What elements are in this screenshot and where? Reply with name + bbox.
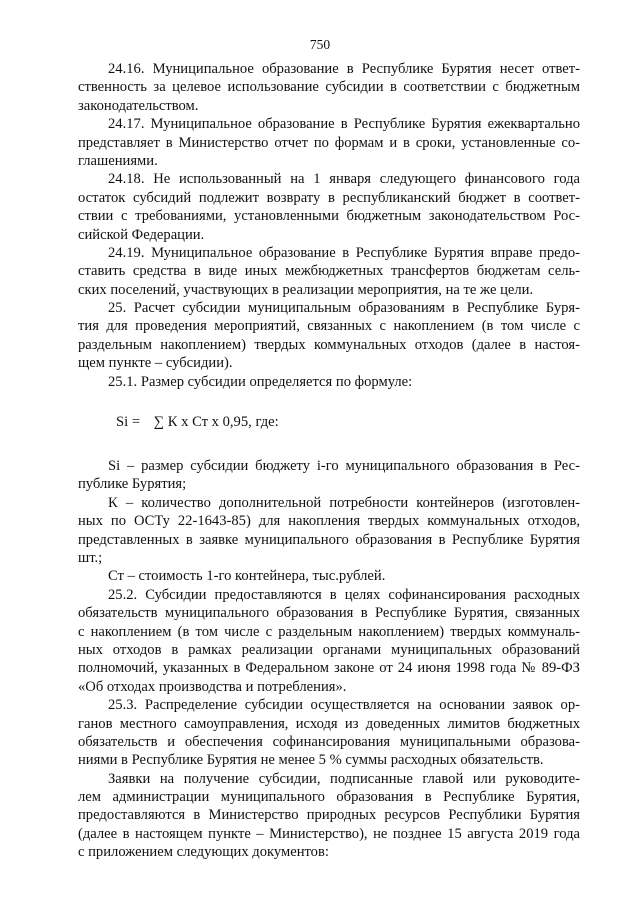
text-line: Заявки на получение субсидии, подписанные главой или руководите- [108, 770, 580, 787]
text-line: раздельным накоплением) твердых коммунальных отходов (далее в настоя- [78, 336, 580, 353]
text-line: щем пункте – субсидии). [78, 355, 233, 372]
text-line: ганов местного самоуправления, исходя из доведенных лимитов бюджетных [78, 715, 580, 732]
text-line: Si – размер субсидии бюджету i-го муниципального образования в Рес- [108, 458, 580, 475]
text-line: ственность за целевое использование субсидии в соответствии с бюджетным [78, 79, 580, 96]
text-line: представленных в заявке муниципального образования в Республике Бурятия [78, 531, 580, 548]
text-line: публике Бурятия; [78, 476, 187, 493]
text-line: сийской Федерации. [78, 226, 205, 243]
text-line: обязательств муниципального образования в Республике Бурятия, связанных [78, 605, 580, 622]
formula-lhs: Si = [116, 414, 141, 431]
text-block-definitions-and-25-2-25-3 [78, 457, 580, 862]
text-line: 24.16. Муниципальное образование в Республике Бурятия несет ответ- [108, 61, 580, 77]
text-line: ных по ОСТу 22-1643-85) для накопления твердых коммунальных отходов, [78, 513, 580, 530]
text-line: 25.2. Субсидии предоставляются в целях софинансирования расходных [108, 586, 580, 603]
text-line: ских поселений, участвующих в реализации мероприятия, на те же цели. [78, 281, 534, 298]
text-line: 25.3. Распределение субсидии осуществляется на основании заявок ор- [108, 697, 580, 714]
text-line: ставить средства в виде иных межбюджетных трансфертов бюджетам сель- [78, 263, 580, 280]
text-line: ных отходов в рамках реализации органами муниципальных образований [78, 641, 580, 658]
text-line: обязательств и обеспечения софинансирования муниципальными образова- [78, 733, 580, 750]
text-line: лем администрации муниципального образования в Республике Бурятия, [78, 789, 580, 806]
text-line: тия для проведения мероприятий, связанных с накоплением (в том числе с [78, 318, 580, 335]
formula-rhs: ∑ К х Ст х 0,95, где: [153, 414, 279, 431]
text-line: с приложением следующих документов: [78, 844, 329, 861]
text-line: К – количество дополнительной потребности контейнеров (изготовлен- [108, 494, 580, 511]
text-line: 25.1. Размер субсидии определяется по формуле: [108, 373, 413, 390]
page-number: 750 [309, 37, 331, 52]
text-block-items-24-16-to-25-1 [78, 60, 580, 391]
text-line: шт.; [78, 549, 103, 566]
text-line: 24.17. Муниципальное образование в Республике Бурятия ежеквартально [108, 116, 580, 133]
text-line: 24.18. Не использованный на 1 января следующего финансового года [108, 171, 580, 188]
text-line: законодательством. [78, 97, 199, 114]
document-body [78, 60, 580, 862]
text-line: 25. Расчет субсидии муниципальным образованиям в Республике Буря- [108, 300, 580, 317]
formula [78, 407, 580, 437]
text-line: ствии с требованиями, установленными бюджетным законодательством Рос- [78, 208, 580, 225]
text-line: полномочий, указанных в Федеральном законе от 24 июня 1998 года № 89-ФЗ [78, 660, 580, 677]
text-line: Ст – стоимость 1-го контейнера, тыс.рублей. [108, 568, 386, 585]
text-line: глашениями. [78, 152, 158, 169]
text-line: ниями в Республике Бурятия не менее 5 % суммы расходных обязательств. [78, 752, 544, 769]
text-line: (далее в настоящем пункте – Министерство), не позднее 15 августа 2019 года [78, 825, 580, 842]
text-line: предоставляются в Министерство природных ресурсов Республики Бурятия [78, 807, 580, 824]
text-line: 24.19. Муниципальное образование в Республике Бурятия вправе предо- [108, 244, 580, 261]
text-line: представляет в Министерство отчет по формам и в сроки, установленные со- [78, 134, 580, 151]
text-line: «Об отходах производства и потребления». [78, 678, 347, 695]
text-line: остаток субсидий подлежит возврату в республиканский бюджет в соответ- [78, 189, 580, 206]
text-line: с накоплением (в том числе с раздельным накоплением) твердых коммуналь- [78, 623, 580, 640]
